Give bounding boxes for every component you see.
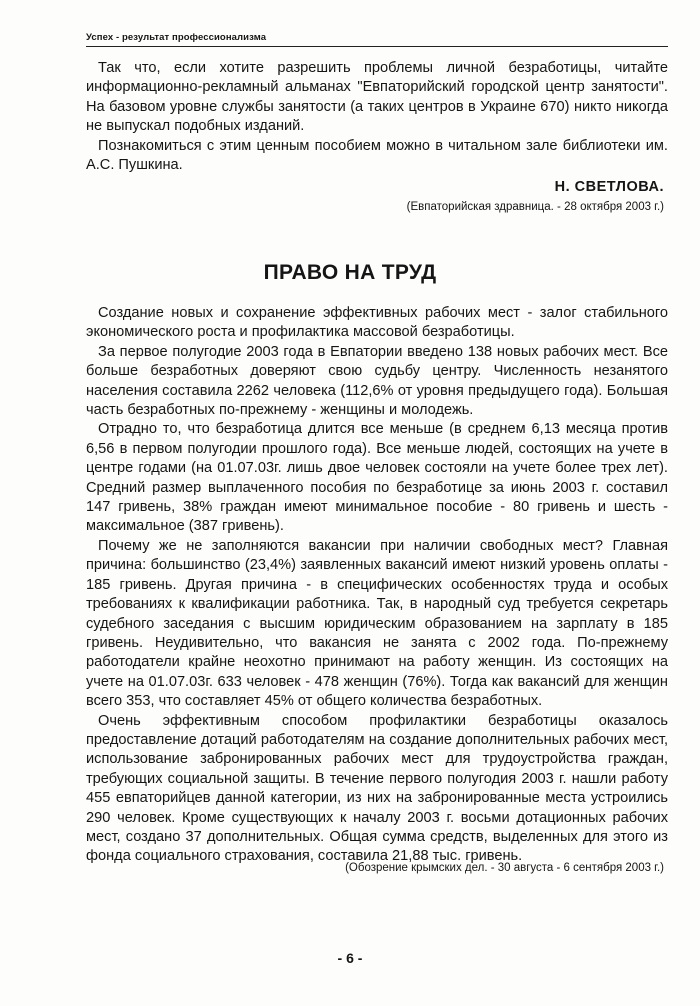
article-paragraph: За первое полугодие 2003 года в Евпатории введено 138 новых рабочих мест. Все больше безработных доверяют свою судьбу центру. Численность незанятого населения составила 2262 человека (112,6% от уровня предыдущего года). Большая часть безработных по-прежнему - женщины и молодежь.	[86, 343, 668, 419]
header-rule	[86, 46, 668, 47]
intro-paragraph: Так что, если хотите разрешить проблемы личной безработицы, читайте информационно-рекламный альманах "Евпаторийский городской центр занятости". На базовом уровне службы занятости (а таких центров в Украине 670) никто никогда не выпускал подобных изданий.	[86, 60, 668, 135]
article-paragraph: Отрадно то, что безработица длится все меньше (в среднем 6,13 месяца против 6,56 в первом полугодии прошлого года). Все меньше людей, состоящих на учете в центре годами (на 01.07.03г. лишь двое человек состояли на учете более трех лет). Средний размер выплаченного пособия по безработице за июнь 2003 г. составил 147 гривень, 38% граждан имеют минимальное пособие - 80 гривень и шесть - максимальное (387 гривень).	[86, 421, 668, 535]
article-title: ПРАВО НА ТРУД	[263, 261, 437, 284]
intro-source: (Евпаторийская здравница. - 28 октября 2003 г.)	[406, 201, 664, 213]
author-signature: Н. СВЕТЛОВА.	[554, 179, 664, 195]
article-body	[86, 304, 668, 867]
intro-text	[86, 59, 668, 175]
page-number: - 6 -	[337, 950, 363, 966]
running-header: Успех - результат профессионализма	[86, 32, 267, 43]
article-paragraph: Очень эффективным способом профилактики безработицы оказалось предоставление дотаций работодателям на создание дополнительных рабочих мест, использование забронированных рабочих мест для трудоустройства граждан, требующих социальной защиты. В течение первого полугодия 2003 г. нашли работу 455 евпаторийцев данной категории, из них на забронированные места устроились 290 человек. Кроме существующих к началу 2003 г. восьми дотационных рабочих мест, создано 37 дополнительных. Общая сумма средств, выделенных для этого из фонда социального страхования, составила 21,88 тыс. гривень.	[86, 712, 668, 865]
article-source: (Обозрение крымских дел. - 30 августа - 6 сентября 2003 г.)	[345, 862, 664, 874]
article-paragraph: Создание новых и сохранение эффективных рабочих мест - залог стабильного экономического роста и профилактика массовой безработицы.	[86, 305, 668, 341]
intro-paragraph: Познакомиться с этим ценным пособием можно в читальном зале библиотеки им. А.С. Пушкина.	[86, 137, 668, 174]
article-paragraph: Почему же не заполняются вакансии при наличии свободных мест? Главная причина: большинство (23,4%) заявленных вакансий имеют низкий уровень оплаты - 185 гривень. Другая причина - в специфических особенностях труда и особых требованиях к квалификации работника. Так, в народный суд требуется секретарь судебного заседания с высшим юридическим образованием на зарплату в 185 гривень. Неудивительно, что вакансия не занята с 2002 года. По-прежнему работодатели крайне неохотно принимают на работу женщин. Из состоящих на учете на 01.07.03г. 633 человек - 478 женщин (76%). Тогда как вакансий для женщин всего 353, что составляет 45% от общего количества безработных.	[86, 537, 668, 710]
